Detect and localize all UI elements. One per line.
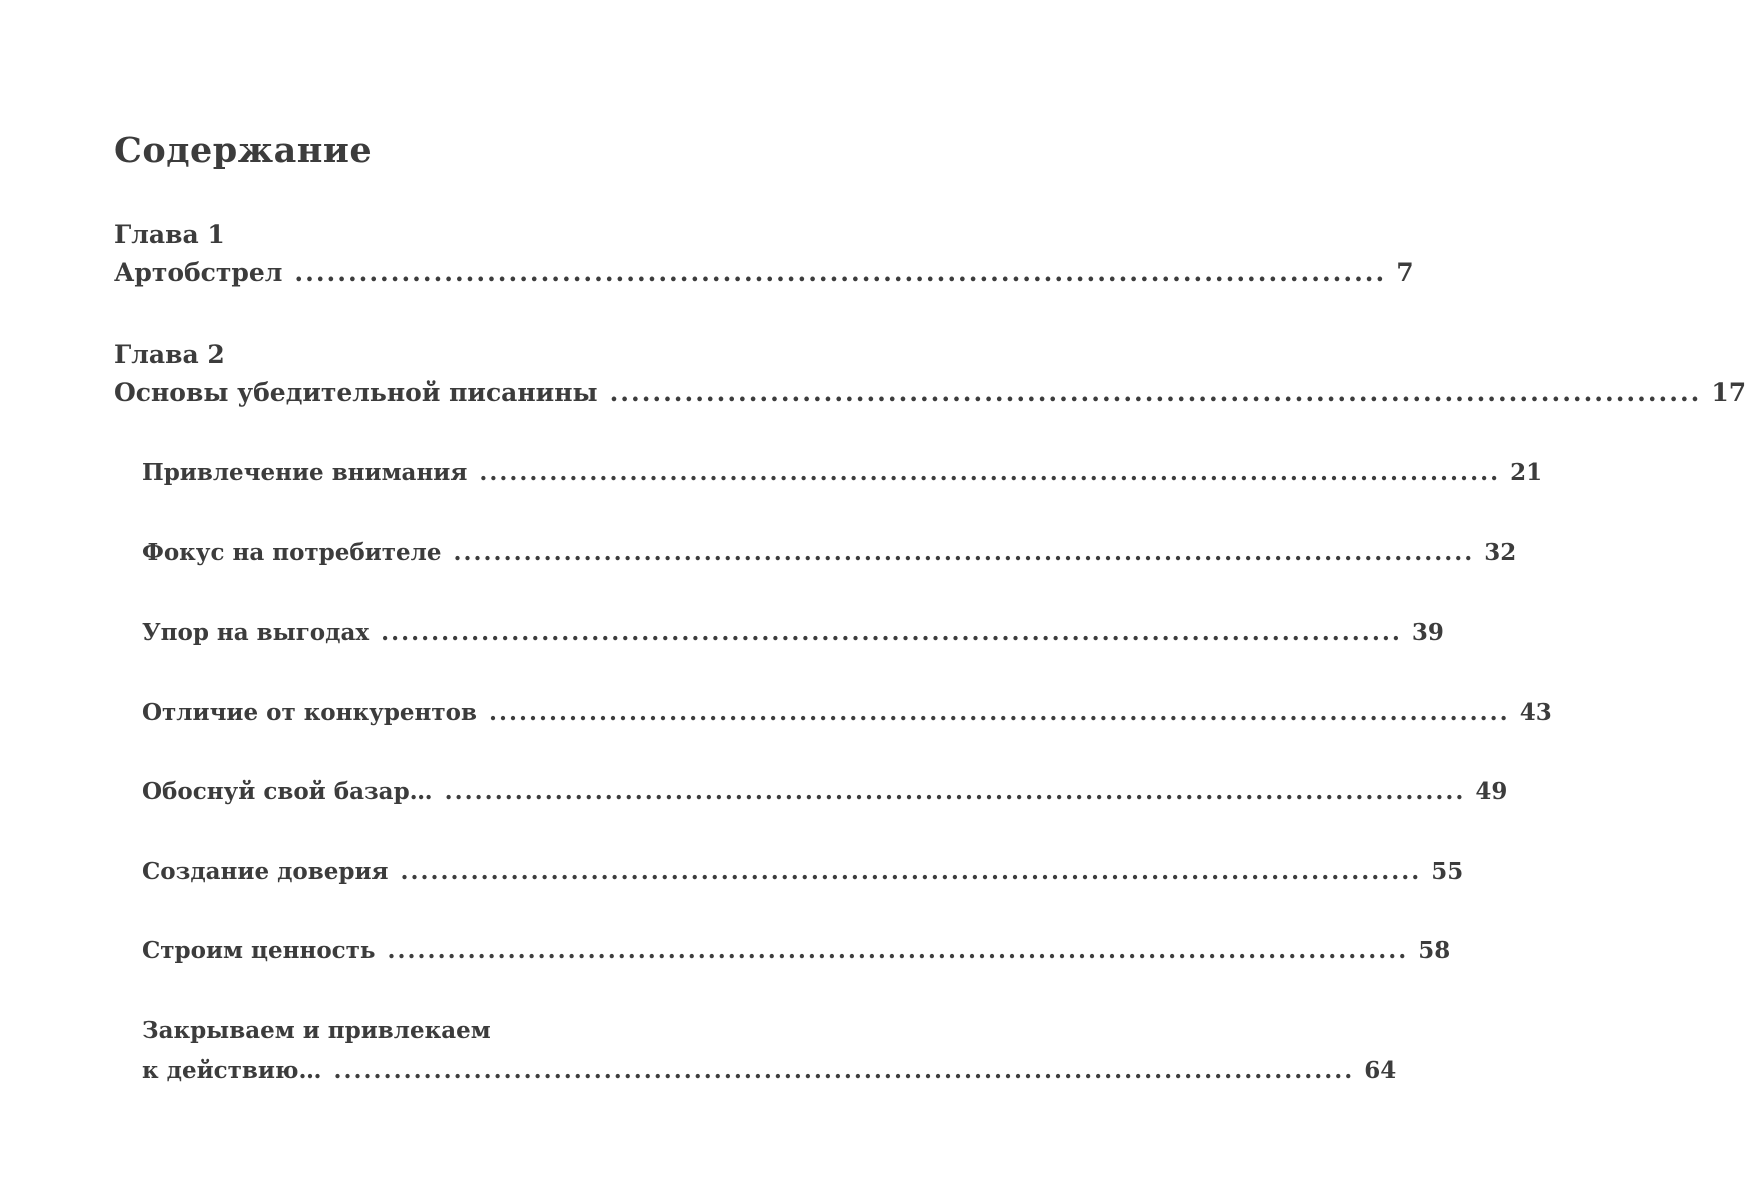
dot-leader: ...................................................................................................... xyxy=(479,459,1501,486)
dot-leader: ...................................................................................................... xyxy=(444,778,1466,805)
dot-leader: ...................................................................................................... xyxy=(400,858,1422,885)
toc-page-number: 17 xyxy=(1711,378,1746,407)
toc-entry-title: Строим ценность xyxy=(142,937,376,964)
page-title: Содержание xyxy=(114,130,373,171)
toc-entry xyxy=(114,376,1746,410)
toc-entry-title: к действию… xyxy=(142,1057,322,1084)
chapter-label: Глава 2 xyxy=(114,340,225,369)
toc-page-number: 32 xyxy=(1484,539,1517,566)
toc-entry-title: Основы убедительной писанины xyxy=(114,378,598,407)
toc-section-entry xyxy=(142,697,1552,729)
toc-entry-title: Артобстрел xyxy=(114,258,283,287)
toc-entry-title: Фокус на потребителе xyxy=(142,539,442,566)
toc-page-number: 39 xyxy=(1411,619,1444,646)
toc-entry-title: Отличие от конкурентов xyxy=(142,699,477,726)
dot-leader: ...................................................................................................... xyxy=(453,539,1475,566)
toc-page-number: 43 xyxy=(1519,699,1552,726)
dot-leader: ...................................................................................................... xyxy=(333,1057,1355,1084)
toc-section-entry xyxy=(142,537,1517,569)
toc-entry-title: Обоснуй свой базар… xyxy=(142,778,433,805)
toc-page-number: 64 xyxy=(1364,1057,1397,1084)
toc-entry-title-line: Закрываем и привлекаем xyxy=(142,1017,491,1044)
dot-leader: ...................................................................................................... xyxy=(387,937,1409,964)
toc-entry-title: Создание доверия xyxy=(142,858,389,885)
toc-section-entry xyxy=(142,617,1444,649)
toc-page-number: 7 xyxy=(1396,258,1414,287)
toc-section-entry xyxy=(142,935,1451,967)
toc-section-entry xyxy=(142,776,1508,808)
dot-leader: ...................................................................................................... xyxy=(381,619,1402,646)
toc-page-number: 55 xyxy=(1431,858,1464,885)
dot-leader: ...................................................................................................... xyxy=(294,258,1387,287)
toc-entry-title: Упор на выгодах xyxy=(142,619,370,646)
toc-entry-title: Привлечение внимания xyxy=(142,459,468,486)
toc-entry xyxy=(114,256,1414,290)
toc-section-entry xyxy=(142,856,1464,888)
toc-section-entry xyxy=(142,457,1543,489)
chapter-label: Глава 1 xyxy=(114,220,225,249)
toc-section-entry xyxy=(142,1055,1397,1087)
toc-page-number: 49 xyxy=(1475,778,1508,805)
dot-leader: ...................................................................................................... xyxy=(609,378,1702,407)
dot-leader: ...................................................................................................... xyxy=(488,699,1510,726)
toc-page-number: 21 xyxy=(1510,459,1543,486)
toc-page-number: 58 xyxy=(1418,937,1451,964)
